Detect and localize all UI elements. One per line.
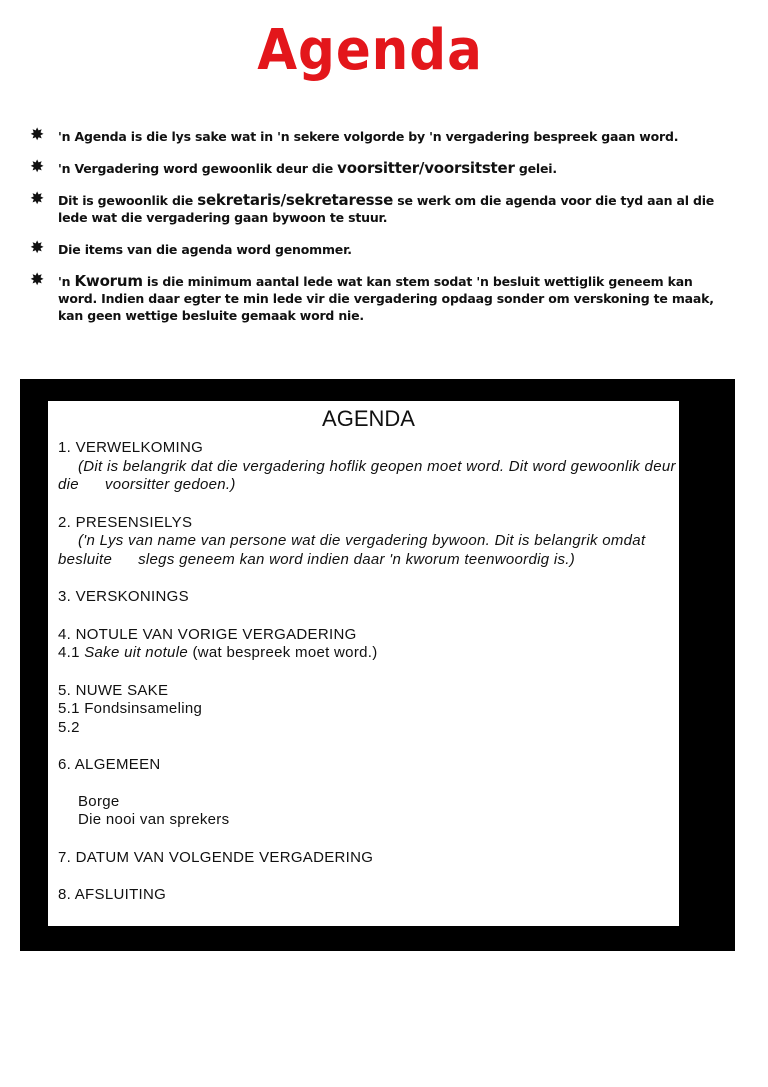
- intro-text: se werk om die agenda voor die tyd aan al die lede wat die vergadering gaan bywoon te stuur.: [58, 193, 715, 225]
- section-title: 3. VERSKONINGS: [58, 588, 189, 605]
- section-subitem: Die nooi van sprekers: [78, 811, 230, 828]
- agenda-frame: [20, 379, 735, 951]
- agenda-section: [58, 886, 679, 905]
- section-title: 2. PRESENSIELYS: [58, 513, 193, 531]
- agenda-section: [58, 682, 679, 738]
- section-note: [58, 458, 679, 495]
- subitem-number: 4.1: [58, 644, 80, 661]
- section-title: 5. NUWE SAKE: [58, 681, 169, 699]
- section-title: 4. NOTULE VAN VORIGE VERGADERING: [58, 625, 357, 643]
- intro-text: 'n: [58, 274, 75, 289]
- intro-emphasis: Kworum: [74, 272, 143, 290]
- starburst-icon: ✸: [30, 238, 45, 258]
- intro-text: gelei.: [514, 161, 557, 176]
- agenda-section: [58, 439, 679, 495]
- agenda-panel: [48, 401, 679, 926]
- intro-text: 'n Agenda is die lys sake wat in 'n sekere volgorde by 'n vergadering bespreek gaan word.: [58, 129, 679, 144]
- page-title: Agenda: [257, 18, 483, 83]
- section-subitem: 5.1 Fondsinsameling: [58, 700, 203, 717]
- note-text: (Dit is belangrik dat die vergadering hoflik geopen moet word. Dit word gewoonlik deur die: [58, 457, 676, 493]
- agenda-section: [58, 756, 679, 830]
- section-subitem: [58, 644, 679, 663]
- section-title: 1. VERWELKOMING: [58, 439, 204, 456]
- intro-item: [30, 238, 730, 258]
- intro-item: [30, 189, 730, 226]
- starburst-icon: ✸: [30, 157, 45, 177]
- subitem-text: (wat bespreek moet word.): [187, 644, 378, 661]
- agenda-section: [58, 626, 679, 663]
- agenda-section: [58, 514, 679, 570]
- note-text: slegs geneem kan word indien daar 'n kworum teenwoordig is.): [138, 550, 576, 568]
- intro-list: [30, 125, 730, 339]
- intro-emphasis: sekretaris/sekretaresse: [197, 191, 394, 209]
- section-note: [58, 532, 679, 569]
- intro-item: [30, 270, 730, 324]
- subitem-text: Sake uit notule: [84, 644, 188, 661]
- starburst-icon: ✸: [30, 189, 45, 209]
- section-title: 8. AFSLUITING: [58, 886, 167, 903]
- intro-text: Dit is gewoonlik die: [58, 193, 198, 208]
- section-subitem: Borge: [78, 792, 120, 810]
- agenda-section: [58, 588, 679, 607]
- note-text: ('n Lys van name van persone wat die vergadering bywoon. Dit is belangrik omdat besluite: [58, 532, 646, 568]
- intro-text: Die items van die agenda word genommer.: [58, 242, 352, 257]
- starburst-icon: ✸: [30, 125, 45, 145]
- section-title: 6. ALGEMEEN: [58, 756, 161, 773]
- intro-text: is die minimum aantal lede wat kan stem sodat 'n besluit wettiglik geneem kan word. Indien daar egter te min lede vir die vergadering opdaag sonder om verskoning te maak, kan geen wettige besluite gemaak word nie.: [58, 274, 714, 323]
- starburst-icon: ✸: [30, 270, 45, 290]
- agenda-section: [58, 849, 679, 868]
- agenda-heading: AGENDA: [322, 406, 415, 431]
- note-text: voorsitter gedoen.): [104, 476, 236, 493]
- intro-item: [30, 157, 730, 177]
- section-title: 7. DATUM VAN VOLGENDE VERGADERING: [58, 848, 374, 866]
- intro-emphasis: voorsitter/voorsitster: [337, 159, 515, 177]
- intro-item: [30, 125, 730, 145]
- section-subitem: 5.2: [58, 718, 80, 736]
- intro-text: 'n Vergadering word gewoonlik deur die: [58, 161, 338, 176]
